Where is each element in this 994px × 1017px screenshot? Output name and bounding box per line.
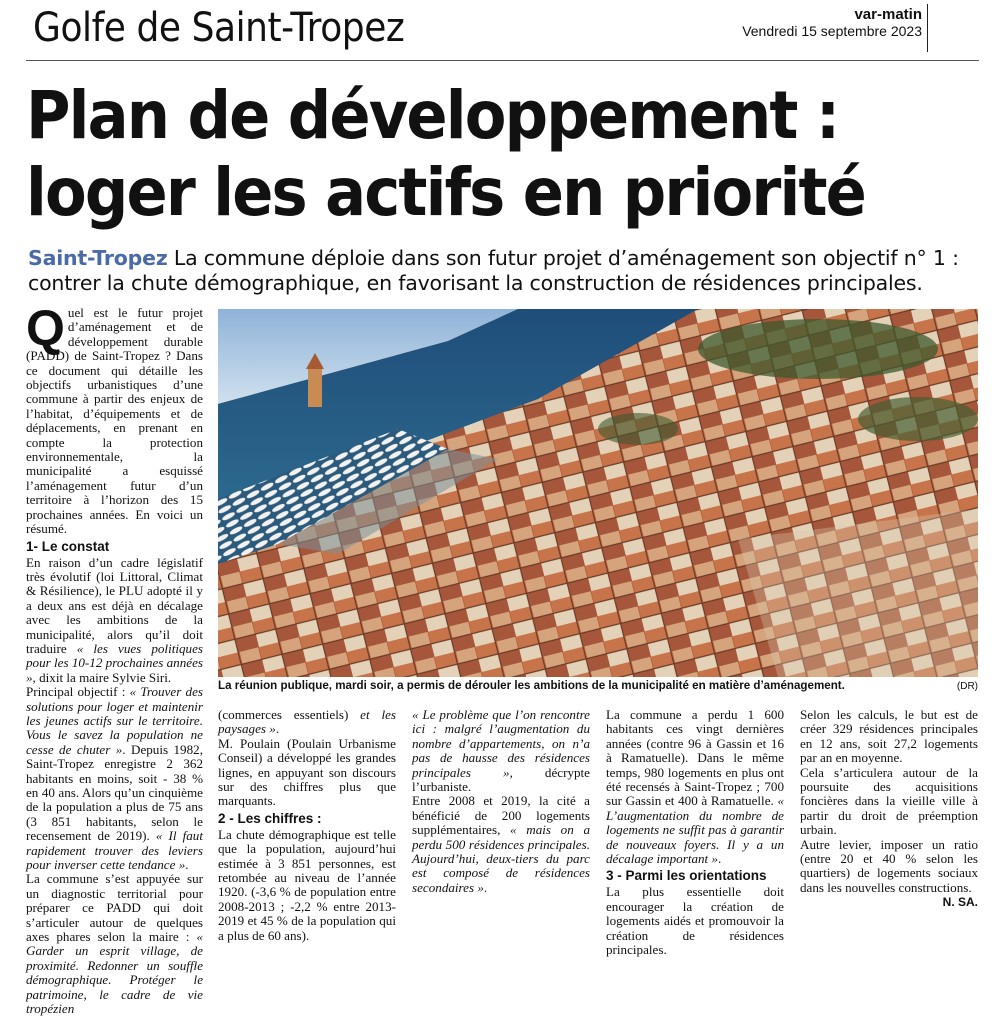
header-divider [927, 4, 928, 52]
author-signature: N. SA. [942, 895, 978, 910]
quote: « Garder un esprit village, de proximité. Redonner un souffle démographique. Protéger le patrimoine, le cadre de vie tropézien [26, 929, 203, 1017]
photo-credit: (DR) [956, 681, 978, 692]
paragraph: Selon les calculs, le but est de créer 329 résidences principales en 12 ans, soit 27,2 logements par an en moyenne. [800, 707, 978, 766]
intro-paragraph: uel est le futur projet d’aménagement et de développement durable (PADD) de Saint-Tropez ? Dans ce document qui détaille les objectifs urbanistiques d’une commune à partir des enjeux de l’habitat, d’équipements et de déplacements, en prenant en compte la protection environnementale, la municipalité a esquissé l’aménagement futur d’un territoire à l’horizon des 15 prochaines années. En voici un résumé. [26, 305, 203, 537]
text: . [718, 851, 722, 867]
headline-line-2: loger les actifs en priorité [26, 154, 865, 231]
paragraph: M. Poulain (Poulain Urbanisme Conseil) a développé les grandes lignes, en appuyant son discours sur des chiffres plus que marquants. [218, 735, 396, 809]
text: , décrypte l’urbaniste. [412, 764, 590, 795]
text: Entre 2008 et 2019, la cité a bénéficié de 200 logements supplémentaires, [412, 793, 590, 838]
article-column-5 [800, 708, 978, 910]
text: La commune s’est appuyée sur un diagnostic territorial pour préparer ce PADD qui doit s’articuler autour de quelques axes phares selon la maire : [26, 871, 203, 945]
quote: « Le problème que l’on rencontre ici : malgré l’augmentation du nombre d’appartements, on n’a pas de hausse des résidences principales » [412, 707, 590, 780]
article-column-4 [606, 708, 784, 958]
paragraph: La chute démographique est telle que la population, aujourd’hui estimée à 3 851 personnes, est retombée au niveau de l’année 1920. (-3,6 % de population entre 2008-2013 ; -2,2 % entre 2013-2019 et 45 % de la population qui a plus de 60 ans). [218, 826, 396, 943]
article-column-3 [412, 708, 590, 895]
quote: « les vues politiques pour les 10-12 prochaines années » [26, 640, 203, 685]
text: Principal objectif : [26, 684, 130, 700]
lead-kicker: Saint-Tropez [28, 246, 168, 270]
quote: et les paysages » [218, 707, 396, 737]
paragraph: Cela s’articulera autour de la poursuite des acquisitions foncières dans la vieille ville à partir du droit de préemption urbain. [800, 764, 978, 838]
photo-caption: La réunion publique, mardi soir, a permis de dérouler les ambitions de la municipalité en matière d’aménagement. [218, 679, 845, 692]
quote: « Il faut rapidement trouver des leviers pour inverser cette tendance » [26, 828, 203, 873]
quote: « L’augmentation du nombre de logements ne suffit pas à garantir de nouveaux foyers. Il y a un décalage important » [606, 793, 784, 867]
drop-cap: Q [26, 300, 65, 356]
text: . [275, 721, 280, 737]
text: En raison d’un cadre législatif très évolutif (loi Littoral, Climat & Résilience), le PLU adopté il y a deux ans est déjà en décalage avec les ambitions de la municipalité, alors qu’il doit traduire [26, 554, 203, 656]
newspaper-name: var-matin [854, 6, 922, 23]
article-column-2 [218, 708, 396, 943]
publication-date: Vendredi 15 septembre 2023 [742, 23, 922, 39]
subhead-orientations: 3 - Parmi les orientations [606, 868, 767, 884]
paragraph: La plus essentielle doit encourager la création de logements aidés et promouvoir la création de résidences principales. [606, 884, 784, 958]
subhead-chiffres: 2 - Les chiffres : [218, 810, 322, 826]
text: (commerces essentiels) [218, 707, 361, 722]
quote: « mais on a perdu 500 résidences principales. Aujourd’hui, deux-tiers du parc est composé de résidences secondaires » [412, 822, 590, 895]
text: , dixit la maire Sylvie Siri. [32, 669, 172, 685]
headline-line-1: Plan de développement : [26, 77, 839, 154]
lead-text: La commune déploie dans son futur projet d’aménagement son objectif n° 1 : contrer la chute démographique, en favorisant la construction de résidences principales. [28, 246, 959, 295]
text: La commune a perdu 1 600 habitants ces vingt dernières années (contre 96 à Gassin et 16 à Ramatuelle). Dans le même temps, 980 logements en plus ont été recensés à Saint-Tropez ; 700 sur Gassin et 400 à Ramatuelle. [606, 707, 784, 809]
town-aerial-photo [218, 309, 978, 677]
section-title: Golfe de Saint-Tropez [33, 5, 405, 51]
quote: « Trouver des solutions pour loger et maintenir les jeunes actifs sur le territoire. Vous le savez la population ne cesse de chuter » [26, 684, 204, 757]
text: . [185, 857, 189, 873]
subhead-constat: 1- Le constat [26, 538, 110, 554]
text: . Depuis 1982, Saint-Tropez enregistre 2 362 habitants en moins, soit - 38 % en 40 ans. Alors qu’un cinquième de la population a plus de 75 ans (3 851 habitants, selon le recensement de 2019). [26, 741, 203, 844]
header-rule [26, 60, 979, 61]
text: . [483, 879, 488, 895]
article-column-1 [26, 300, 204, 1017]
paragraph: Autre levier, imposer un ratio (entre 20 et 40 % selon les quartiers) de logements sociaux dans les nouvelles constructions. [800, 836, 978, 895]
lead-paragraph [28, 246, 988, 296]
